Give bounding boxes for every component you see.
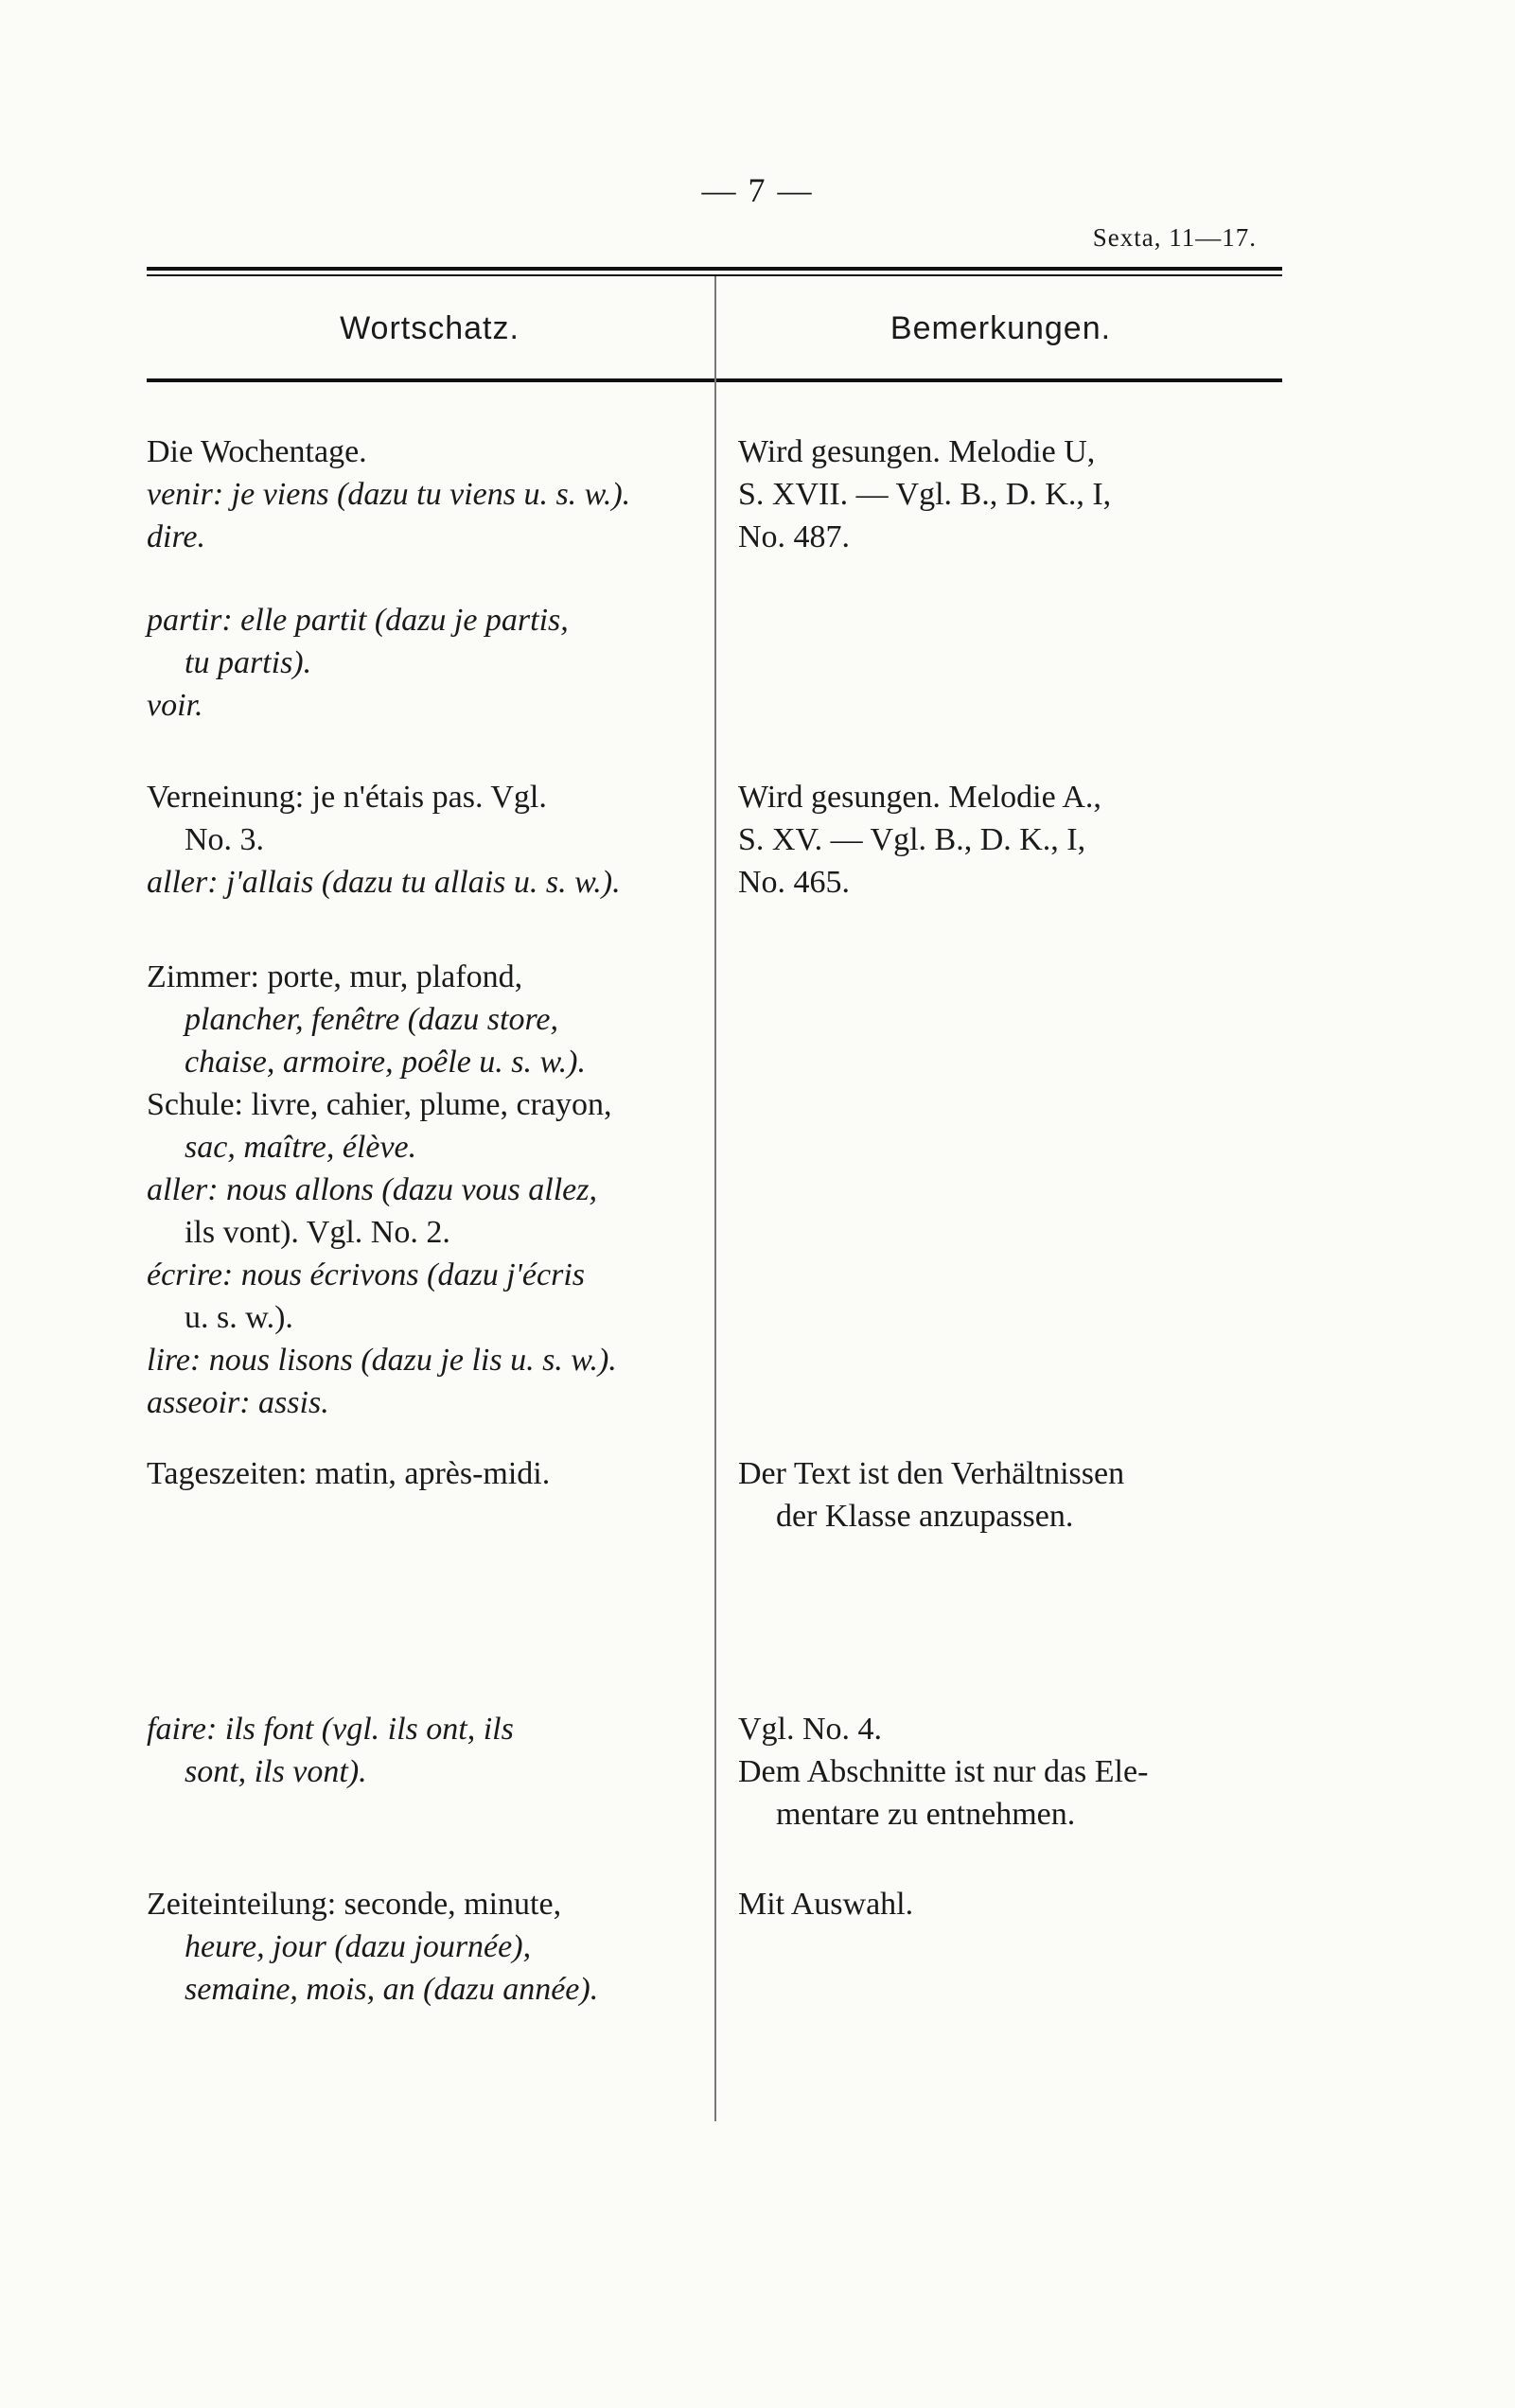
remark-line: S. XVII. — Vgl. B., D. K., I, [738,477,1112,512]
remark-line: S. XV. — Vgl. B., D. K., I, [738,822,1086,857]
entry-tageszeiten [147,1452,691,1495]
entry-faire [147,1708,691,1793]
entry-line: dire. [147,519,206,554]
entry-line: venir: je viens (dazu tu viens u. s. w.). [147,477,631,512]
remark-line: der Klasse anzupassen. [776,1499,1074,1534]
remark-faire [738,1708,1282,1836]
remark-line: Dem Abschnitte ist nur das Ele- [738,1754,1149,1789]
entry-line: tu partis). [185,645,312,680]
entry-zeiteinteilung [147,1883,691,2011]
page-number: — 7 — [701,171,814,209]
entry-line: Schule: livre, cahier, plume, crayon, [147,1087,612,1122]
remark-verneinung [738,776,1282,904]
remark-line: Der Text ist den Verhältnissen [738,1456,1125,1491]
entry-line: sac, maître, élève. [185,1130,417,1165]
entry-line: aller: nous allons (dazu vous allez, [147,1172,597,1207]
entry-line: u. s. w.). [185,1300,293,1335]
remark-zeiteinteilung [738,1883,1282,1925]
entry-line: semaine, mois, an (dazu année). [185,1972,599,2007]
entry-line: partir: elle partit (dazu je partis, [147,603,569,638]
entry-wochentage [147,431,691,558]
remark-line: Wird gesungen. Melodie A., [738,780,1101,815]
entry-line: Die Wochentage. [147,434,367,469]
entry-line: Verneinung: je n'étais pas. Vgl. [147,780,547,815]
entry-line: Tageszeiten: matin, après-midi. [147,1456,551,1491]
remark-tageszeiten [738,1452,1282,1538]
remark-line: Wird gesungen. Melodie U, [738,434,1096,469]
entry-line: Zimmer: porte, mur, plafond, [147,959,523,994]
running-head: Sexta, 11—17. [1092,223,1257,252]
entry-line: heure, jour (dazu journée), [185,1929,532,1964]
remark-line: No. 465. [738,865,851,900]
entry-line: ils vont). Vgl. No. 2. [185,1215,450,1250]
entry-partir [147,599,691,727]
entry-line: asseoir: assis. [147,1385,329,1420]
entry-line: écrire: nous écrivons (dazu j'écris [147,1257,586,1292]
entry-line: No. 3. [185,822,265,857]
top-rule [147,267,1282,271]
remark-line: No. 487. [738,519,851,554]
entry-line: sont, ils vont). [185,1754,367,1789]
remark-line: Vgl. No. 4. [738,1712,883,1747]
column-title-wortschatz: Wortschatz. [340,310,520,346]
column-title-bemerkungen: Bemerkungen. [890,310,1112,346]
entry-line: voir. [147,688,203,723]
remark-line: mentare zu entnehmen. [776,1797,1076,1832]
entry-line: lire: nous lisons (dazu je lis u. s. w.). [147,1343,617,1378]
entry-line: faire: ils font (vgl. ils ont, ils [147,1712,514,1747]
column-divider [714,276,716,2121]
entry-line: aller: j'allais (dazu tu allais u. s. w.). [147,865,621,900]
entry-line: chaise, armoire, poêle u. s. w.). [185,1045,586,1080]
remark-wochentage [738,431,1282,558]
entry-line: Zeiteinteilung: seconde, minute, [147,1887,562,1922]
entry-zimmer-schule [147,956,691,1424]
entry-line: plancher, fenêtre (dazu store, [185,1002,559,1037]
entry-verneinung [147,776,691,904]
remark-line: Mit Auswahl. [738,1887,914,1922]
